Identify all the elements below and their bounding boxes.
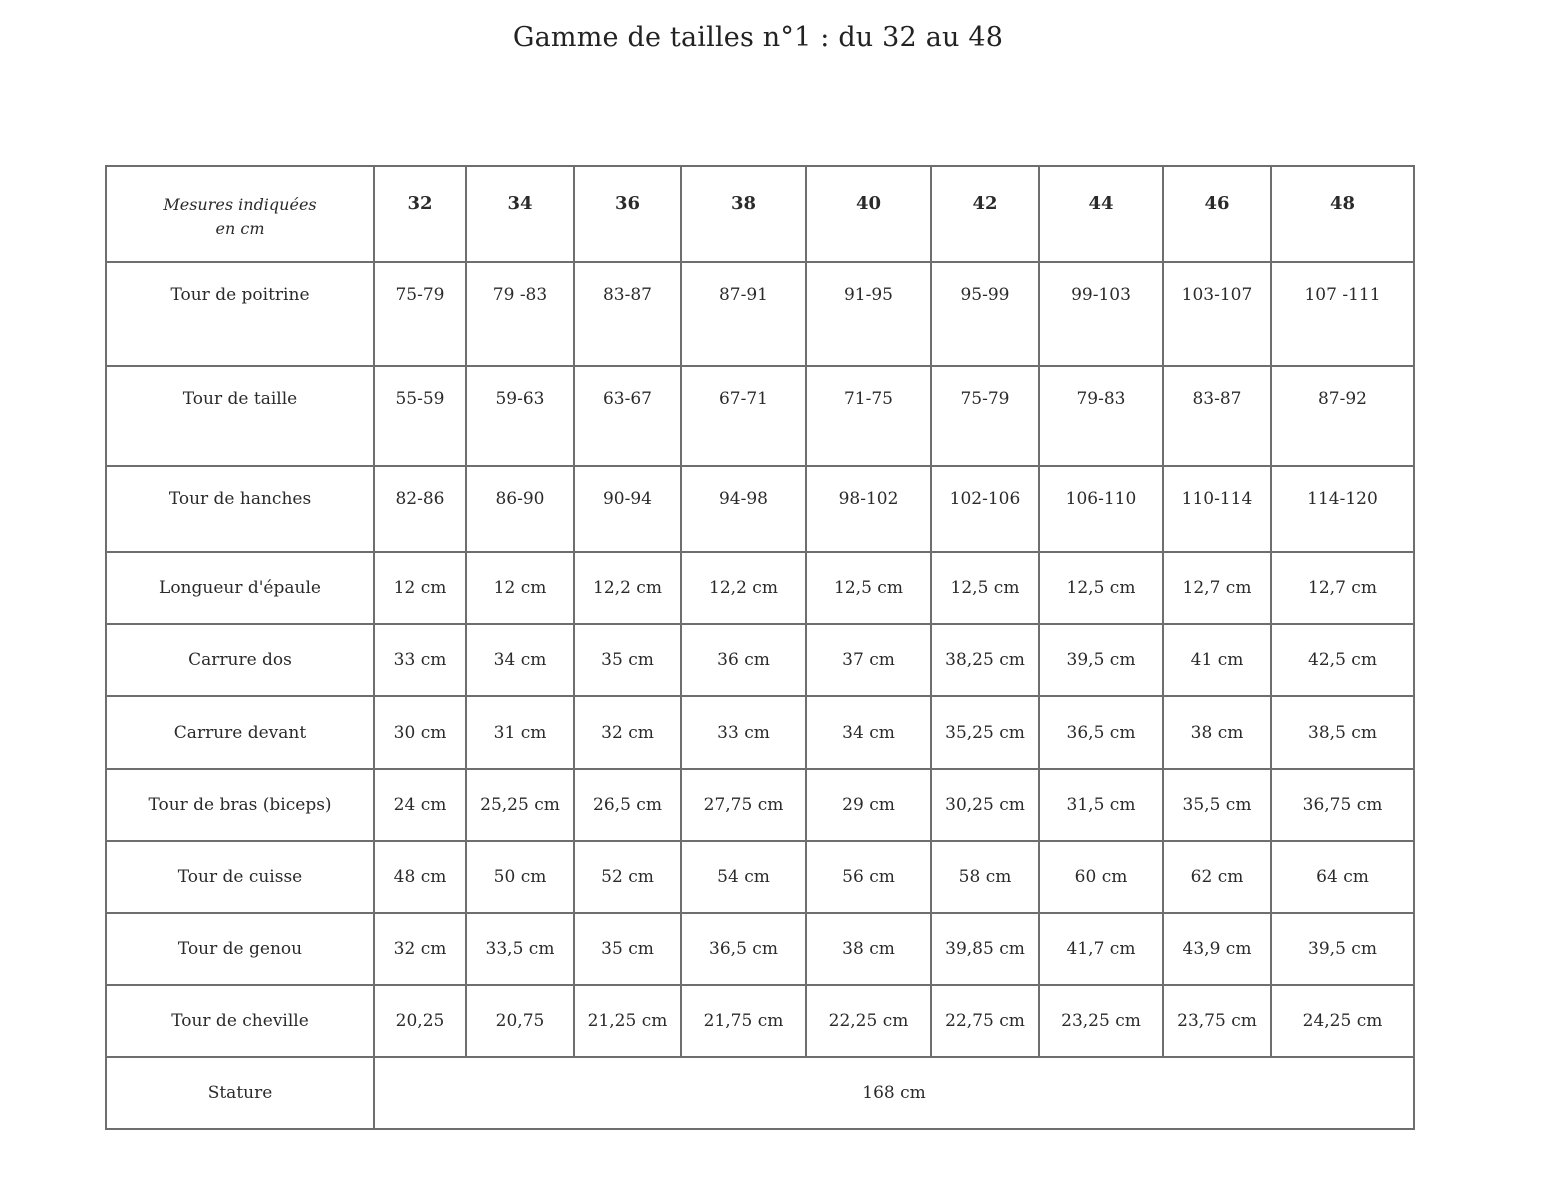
table-cell: 102-106	[931, 466, 1039, 552]
table-cell: 82-86	[374, 466, 466, 552]
row-label-tour-de-hanches: Tour de hanches	[106, 466, 374, 552]
table-cell: 83-87	[1163, 366, 1271, 466]
table-cell: 42,5 cm	[1271, 624, 1414, 696]
table-cell: 41,7 cm	[1039, 913, 1163, 985]
size-header-42: 42	[931, 166, 1039, 262]
row-label-stature: Stature	[106, 1057, 374, 1129]
table-cell: 23,75 cm	[1163, 985, 1271, 1057]
table-cell: 30 cm	[374, 696, 466, 768]
table-cell: 24 cm	[374, 769, 466, 841]
table-cell: 12,2 cm	[681, 552, 806, 624]
table-cell: 39,5 cm	[1039, 624, 1163, 696]
table-cell: 94-98	[681, 466, 806, 552]
size-header-46: 46	[1163, 166, 1271, 262]
table-cell: 54 cm	[681, 841, 806, 913]
table-cell: 33 cm	[681, 696, 806, 768]
table-cell: 67-71	[681, 366, 806, 466]
table-row	[106, 985, 1414, 1057]
table-row	[106, 262, 1414, 366]
table-cell: 71-75	[806, 366, 931, 466]
table-cell: 58 cm	[931, 841, 1039, 913]
units-header-line2: en cm	[215, 219, 265, 238]
table-cell: 87-92	[1271, 366, 1414, 466]
table-cell: 32 cm	[374, 913, 466, 985]
table-cell: 110-114	[1163, 466, 1271, 552]
header-row	[106, 166, 1414, 262]
table-cell: 38,25 cm	[931, 624, 1039, 696]
size-header-34: 34	[466, 166, 574, 262]
size-header-40: 40	[806, 166, 931, 262]
table-cell: 52 cm	[574, 841, 681, 913]
table-cell: 63-67	[574, 366, 681, 466]
table-cell: 79 -83	[466, 262, 574, 366]
table-cell: 114-120	[1271, 466, 1414, 552]
table-row	[106, 769, 1414, 841]
table-cell: 36,75 cm	[1271, 769, 1414, 841]
table-cell: 79-83	[1039, 366, 1163, 466]
table-cell: 30,25 cm	[931, 769, 1039, 841]
table-cell: 38 cm	[1163, 696, 1271, 768]
table-cell: 35,5 cm	[1163, 769, 1271, 841]
table-cell: 12,5 cm	[806, 552, 931, 624]
table-cell: 86-90	[466, 466, 574, 552]
table-cell: 39,5 cm	[1271, 913, 1414, 985]
table-cell: 34 cm	[466, 624, 574, 696]
table-cell: 37 cm	[806, 624, 931, 696]
table-cell: 32 cm	[574, 696, 681, 768]
table-cell: 36 cm	[681, 624, 806, 696]
table-cell: 38 cm	[806, 913, 931, 985]
table-cell: 75-79	[374, 262, 466, 366]
size-header-36: 36	[574, 166, 681, 262]
table-cell: 90-94	[574, 466, 681, 552]
table-cell: 75-79	[931, 366, 1039, 466]
table-cell: 31,5 cm	[1039, 769, 1163, 841]
table-cell: 98-102	[806, 466, 931, 552]
table-row	[106, 366, 1414, 466]
table-cell: 20,75	[466, 985, 574, 1057]
row-label-carrure-devant: Carrure devant	[106, 696, 374, 768]
table-cell: 39,85 cm	[931, 913, 1039, 985]
table-row	[106, 624, 1414, 696]
table-cell: 35,25 cm	[931, 696, 1039, 768]
table-cell: 107 -111	[1271, 262, 1414, 366]
table-cell: 12,7 cm	[1271, 552, 1414, 624]
row-label-carrure-dos: Carrure dos	[106, 624, 374, 696]
table-cell: 36,5 cm	[681, 913, 806, 985]
table-row	[106, 552, 1414, 624]
table-cell: 27,75 cm	[681, 769, 806, 841]
row-label-longueur-epaule: Longueur d'épaule	[106, 552, 374, 624]
table-cell: 12 cm	[374, 552, 466, 624]
table-cell: 48 cm	[374, 841, 466, 913]
table-row	[106, 841, 1414, 913]
stature-row	[106, 1057, 1414, 1129]
table-cell: 38,5 cm	[1271, 696, 1414, 768]
units-header-line1: Mesures indiquées	[163, 195, 317, 214]
table-cell: 91-95	[806, 262, 931, 366]
size-header-44: 44	[1039, 166, 1163, 262]
row-label-tour-de-bras: Tour de bras (biceps)	[106, 769, 374, 841]
table-cell: 99-103	[1039, 262, 1163, 366]
table-cell: 56 cm	[806, 841, 931, 913]
table-cell: 35 cm	[574, 624, 681, 696]
table-cell: 25,25 cm	[466, 769, 574, 841]
table-cell: 20,25	[374, 985, 466, 1057]
table-cell: 12,2 cm	[574, 552, 681, 624]
page-title: Gamme de tailles n°1 : du 32 au 48	[512, 22, 1004, 53]
table-cell: 21,75 cm	[681, 985, 806, 1057]
row-label-tour-de-poitrine: Tour de poitrine	[106, 262, 374, 366]
size-header-48: 48	[1271, 166, 1414, 262]
table-cell: 59-63	[466, 366, 574, 466]
table-cell: 41 cm	[1163, 624, 1271, 696]
table-cell: 12,5 cm	[1039, 552, 1163, 624]
table-cell: 60 cm	[1039, 841, 1163, 913]
table-cell: 31 cm	[466, 696, 574, 768]
size-chart-table	[105, 165, 1415, 1130]
table-cell: 34 cm	[806, 696, 931, 768]
table-cell: 26,5 cm	[574, 769, 681, 841]
table-cell: 22,75 cm	[931, 985, 1039, 1057]
table-cell: 87-91	[681, 262, 806, 366]
table-cell: 22,25 cm	[806, 985, 931, 1057]
table-cell: 35 cm	[574, 913, 681, 985]
table-cell: 12,7 cm	[1163, 552, 1271, 624]
size-header-32: 32	[374, 166, 466, 262]
table-row	[106, 466, 1414, 552]
table-cell: 21,25 cm	[574, 985, 681, 1057]
table-cell: 43,9 cm	[1163, 913, 1271, 985]
table-cell: 12,5 cm	[931, 552, 1039, 624]
table-cell: 36,5 cm	[1039, 696, 1163, 768]
table-cell: 55-59	[374, 366, 466, 466]
units-header-cell	[106, 166, 374, 262]
table-cell: 64 cm	[1271, 841, 1414, 913]
table-cell: 33 cm	[374, 624, 466, 696]
table-row	[106, 696, 1414, 768]
table-cell: 33,5 cm	[466, 913, 574, 985]
table-cell: 50 cm	[466, 841, 574, 913]
table-cell: 12 cm	[466, 552, 574, 624]
table-row	[106, 913, 1414, 985]
row-label-tour-de-cheville: Tour de cheville	[106, 985, 374, 1057]
table-cell: 103-107	[1163, 262, 1271, 366]
table-cell: 29 cm	[806, 769, 931, 841]
table-cell: 23,25 cm	[1039, 985, 1163, 1057]
table-cell: 106-110	[1039, 466, 1163, 552]
size-header-38: 38	[681, 166, 806, 262]
table-cell: 24,25 cm	[1271, 985, 1414, 1057]
table-cell: 62 cm	[1163, 841, 1271, 913]
table-cell: 83-87	[574, 262, 681, 366]
stature-value: 168 cm	[374, 1057, 1414, 1129]
row-label-tour-de-cuisse: Tour de cuisse	[106, 841, 374, 913]
row-label-tour-de-genou: Tour de genou	[106, 913, 374, 985]
table-cell: 95-99	[931, 262, 1039, 366]
row-label-tour-de-taille: Tour de taille	[106, 366, 374, 466]
